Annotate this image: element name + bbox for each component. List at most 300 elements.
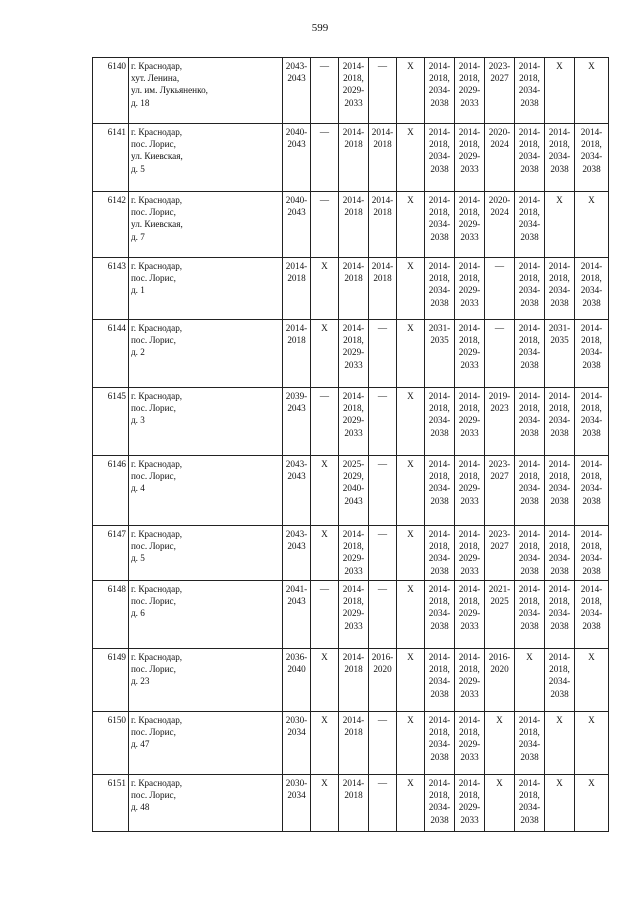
period-line: 2018, [581,139,602,150]
period-cell [369,124,397,192]
period-line: 2018, [519,471,540,482]
period-line: — [377,715,388,725]
period-line: X [588,778,595,788]
period-line: 2018 [287,335,306,346]
period-cell [283,58,311,124]
period-line: 2018, [549,139,570,150]
period-line: 2038 [430,231,449,242]
period-cell [575,388,609,456]
period-line: X [321,459,328,469]
period-line: 2018, [459,471,480,482]
period-cell [575,581,609,649]
period-line: 2034- [428,285,451,296]
period-line: 2018, [519,73,540,84]
address-line: г. Краснодар, [131,391,183,401]
period-line: X [407,778,414,788]
period-line: 2038 [430,688,449,699]
period-line: 2018, [519,727,540,738]
table-row [93,712,609,775]
period-line: 2024 [490,207,509,218]
period-line: 2034- [518,415,541,426]
period-cell [485,526,515,581]
period-line: 2018, [429,273,450,284]
period-cell [311,775,339,832]
period-cell [425,712,455,775]
period-line: 2014- [458,323,481,333]
period-cell [575,456,609,526]
period-cell [455,649,485,712]
period-line: 2018, [549,664,570,675]
period-line: X [321,652,328,662]
period-line: 2019- [488,391,511,401]
period-line: 2014- [342,584,365,594]
period-line: 2014- [548,127,571,137]
period-line: 2029- [458,151,481,162]
period-line: X [588,715,595,725]
period-line: 2018, [459,335,480,346]
period-line: 2020- [488,195,511,205]
period-cell [369,526,397,581]
address-line: г. Краснодар, [131,584,183,594]
period-line: X [496,778,503,788]
period-line: 2014- [342,127,365,137]
period-line: 2014- [458,584,481,594]
period-line: X [588,652,595,662]
period-cell [369,388,397,456]
period-line: 2034- [580,151,603,162]
period-line: 2018, [519,335,540,346]
period-line: 2018, [429,207,450,218]
page-number: 599 [311,22,329,34]
period-cell [425,124,455,192]
period-line: 2038 [550,495,569,506]
period-cell [425,456,455,526]
period-cell [283,456,311,526]
address-cell [129,581,283,649]
period-line: 2033 [344,565,363,576]
period-cell [515,388,545,456]
address-line: ул. Киевская, [131,151,183,162]
period-line: 2034- [518,151,541,162]
period-line: 2034- [518,347,541,358]
period-cell [311,712,339,775]
period-line: 2034- [428,151,451,162]
period-line: 2029- [458,553,481,564]
row-number: 6141 [93,124,129,192]
period-line: 2014- [428,195,451,205]
period-line: X [407,529,414,539]
period-line: 2014- [518,715,541,725]
period-line: 2034- [580,285,603,296]
period-line: 2033 [460,751,479,762]
period-cell [575,649,609,712]
period-line: 2016- [371,652,394,662]
period-line: 2043 [344,495,363,506]
address-cell [129,388,283,456]
period-line: 2033 [460,814,479,825]
period-cell [369,192,397,258]
period-cell [425,649,455,712]
period-cell [339,649,369,712]
address-line: д. 4 [131,483,145,494]
period-line: 2018, [459,664,480,675]
address-line: пос. Лорис, [131,335,176,346]
period-cell [397,649,425,712]
period-line: 2034- [428,608,451,619]
period-cell [455,775,485,832]
period-line: 2014- [548,652,571,662]
period-line: 2034- [548,608,571,619]
period-line: 2039- [285,391,308,401]
period-cell [455,526,485,581]
period-line: 2038 [520,97,539,108]
period-line: 2023- [488,459,511,469]
period-cell [485,320,515,388]
period-line: 2033 [344,97,363,108]
period-line: 2018, [519,541,540,552]
period-line: 2014- [548,459,571,469]
period-cell [425,775,455,832]
period-line: 2038 [520,427,539,438]
period-cell [485,58,515,124]
period-line: 2018, [549,403,570,414]
period-cell [425,581,455,649]
period-line: — [377,323,388,333]
address-line: пос. Лорис, [131,471,176,482]
row-number: 6145 [93,388,129,456]
period-line: X [407,195,414,205]
period-cell [339,192,369,258]
period-line: 2038 [550,565,569,576]
period-line: 2018, [343,596,364,607]
period-cell [545,456,575,526]
period-cell [485,581,515,649]
period-cell [283,258,311,320]
period-cell [425,192,455,258]
period-line: 2038 [550,688,569,699]
period-cell [397,320,425,388]
period-line: 2029- [342,415,365,426]
period-cell [369,775,397,832]
table-row [93,526,609,581]
period-line: X [321,778,328,788]
period-line: 2034- [548,151,571,162]
period-line: 2018, [429,471,450,482]
period-line: 2034 [287,727,306,738]
period-cell [311,320,339,388]
period-line: 2018, [429,403,450,414]
period-line: 2014- [518,323,541,333]
period-line: 2034- [518,739,541,750]
period-line: 2034- [548,553,571,564]
period-line: 2018, [519,273,540,284]
period-line: 2014- [580,459,603,469]
period-line: X [407,584,414,594]
period-line: 2038 [520,359,539,370]
period-line: 2033 [460,359,479,370]
address-line: пос. Лорис, [131,207,176,218]
period-line: 2034- [518,219,541,230]
period-line: 2014- [428,529,451,539]
period-line: X [321,261,328,271]
period-line: — [377,778,388,788]
period-line: 2018, [459,73,480,84]
period-line: 2014- [342,391,365,401]
period-line: 2018, [459,727,480,738]
period-line: 2038 [520,163,539,174]
address-line: г. Краснодар, [131,459,183,469]
row-number: 6146 [93,456,129,526]
period-line: 2034- [428,85,451,96]
period-cell [515,526,545,581]
period-line: 2034- [428,802,451,813]
period-line: 2018, [429,727,450,738]
period-cell [425,258,455,320]
period-line: 2014- [518,127,541,137]
period-line: X [556,61,563,71]
period-line: 2018, [459,139,480,150]
period-cell [515,712,545,775]
period-cell [369,581,397,649]
period-cell [485,192,515,258]
row-number: 6149 [93,649,129,712]
period-line: 2033 [460,231,479,242]
period-cell [515,649,545,712]
period-line: 2014- [458,529,481,539]
period-line: 2014- [458,459,481,469]
period-line: — [319,584,330,594]
period-line: 2029- [342,553,365,564]
period-cell [339,526,369,581]
period-cell [515,320,545,388]
address-line: д. 47 [131,739,150,750]
period-line: 2023 [490,403,509,414]
address-cell [129,712,283,775]
period-line: X [556,715,563,725]
period-line: 2033 [460,97,479,108]
address-line: ул. Киевская, [131,219,183,230]
period-cell [545,388,575,456]
period-cell [369,712,397,775]
row-number: 6151 [93,775,129,832]
period-cell [485,124,515,192]
period-line: 2029- [458,219,481,230]
period-line: 2029, [343,471,364,482]
period-line: — [319,195,330,205]
row-number: 6148 [93,581,129,649]
period-line: 2018 [344,207,363,218]
period-line: — [319,61,330,71]
address-line: г. Краснодар, [131,652,183,662]
period-cell [339,58,369,124]
period-line: 2029- [458,739,481,750]
period-cell [545,649,575,712]
period-line: 2038 [430,565,449,576]
period-line: 2030- [285,778,308,788]
period-line: 2034- [518,802,541,813]
period-line: 2038 [582,427,601,438]
table-row [93,649,609,712]
period-line: 2014- [428,652,451,662]
period-line: 2014- [518,529,541,539]
period-line: 2029- [458,347,481,358]
period-line: 2014- [548,261,571,271]
period-line: 2014- [548,584,571,594]
period-cell [397,526,425,581]
period-line: 2018, [581,541,602,552]
table-row [93,581,609,649]
period-line: 2034- [518,285,541,296]
period-cell [545,526,575,581]
period-line: 2025 [490,596,509,607]
period-line: 2018, [549,471,570,482]
period-line: 2027 [490,73,509,84]
period-line: 2034- [428,739,451,750]
row-number: 6147 [93,526,129,581]
address-line: г. Краснодар, [131,529,183,539]
period-line: 2043 [287,403,306,414]
period-line: 2018, [519,403,540,414]
address-line: пос. Лорис, [131,139,176,150]
period-line: 2016- [488,652,511,662]
period-line: 2018, [459,790,480,801]
address-line: д. 2 [131,347,145,358]
period-line: 2014- [342,778,365,788]
period-line: 2043 [287,541,306,552]
period-line: 2038 [430,751,449,762]
period-cell [515,124,545,192]
period-line: X [588,195,595,205]
address-cell [129,258,283,320]
period-line: 2023- [488,529,511,539]
period-line: 2040 [287,664,306,675]
period-line: 2018, [581,273,602,284]
period-line: X [407,127,414,137]
period-line: 2018, [581,471,602,482]
period-line: 2018, [519,139,540,150]
period-cell [283,581,311,649]
period-line: 2034- [518,608,541,619]
period-line: 2018, [519,790,540,801]
address-line: пос. Лорис, [131,790,176,801]
period-cell [283,526,311,581]
period-line: 2033 [344,359,363,370]
address-cell [129,649,283,712]
period-cell [311,58,339,124]
address-line: пос. Лорис, [131,403,176,414]
period-line: 2014- [428,61,451,71]
period-line: 2014- [458,778,481,788]
period-line: 2014- [342,529,365,539]
period-cell [339,124,369,192]
period-cell [455,456,485,526]
period-line: 2014- [580,391,603,401]
period-cell [311,124,339,192]
period-line: 2029- [342,347,365,358]
period-line: 2029- [458,85,481,96]
period-line: 2018, [459,207,480,218]
period-cell [545,192,575,258]
period-cell [575,258,609,320]
period-cell [283,388,311,456]
period-line: 2014- [518,195,541,205]
period-line: — [319,127,330,137]
table-row [93,388,609,456]
period-line: 2018 [287,273,306,284]
period-line: 2021- [488,584,511,594]
address-line: хут. Ленина, [131,73,180,84]
period-cell [485,456,515,526]
period-line: 2034- [548,676,571,687]
period-line: 2034- [428,483,451,494]
period-line: X [321,323,328,333]
period-cell [425,58,455,124]
period-line: 2014- [342,652,365,662]
period-cell [575,526,609,581]
period-line: 2034- [580,553,603,564]
address-line: пос. Лорис, [131,596,176,607]
period-line: 2014- [458,391,481,401]
address-line: г. Краснодар, [131,715,183,725]
period-line: X [407,459,414,469]
period-line: 2043 [287,596,306,607]
period-cell [545,258,575,320]
period-cell [283,192,311,258]
period-line: 2038 [582,495,601,506]
period-line: 2014- [428,459,451,469]
period-line: 2018 [344,727,363,738]
period-cell [369,258,397,320]
period-line: 2038 [520,814,539,825]
table-row [93,124,609,192]
table-row [93,258,609,320]
period-cell [545,775,575,832]
period-cell [575,775,609,832]
row-number: 6143 [93,258,129,320]
period-cell [545,581,575,649]
period-line: 2043- [285,61,308,71]
period-line: — [377,459,388,469]
period-line: 2014- [458,195,481,205]
address-line: пос. Лорис, [131,541,176,552]
period-cell [339,581,369,649]
period-line: 2018, [429,790,450,801]
period-line: 2014- [285,261,308,271]
period-cell [575,58,609,124]
period-line: 2024 [490,139,509,150]
period-line: 2014- [458,715,481,725]
period-cell [283,712,311,775]
period-line: 2020 [490,664,509,675]
period-cell [311,388,339,456]
period-line: 2014- [428,391,451,401]
period-line: 2014- [548,529,571,539]
period-cell [575,712,609,775]
period-cell [397,58,425,124]
period-line: 2040- [285,195,308,205]
period-cell [515,775,545,832]
period-line: 2014- [458,61,481,71]
period-line: 2018, [343,335,364,346]
address-line: г. Краснодар, [131,323,183,333]
address-line: д. 3 [131,415,145,426]
period-cell [339,388,369,456]
period-cell [515,192,545,258]
period-cell [311,258,339,320]
period-cell [397,388,425,456]
period-line: 2029- [458,415,481,426]
period-line: 2033 [460,688,479,699]
